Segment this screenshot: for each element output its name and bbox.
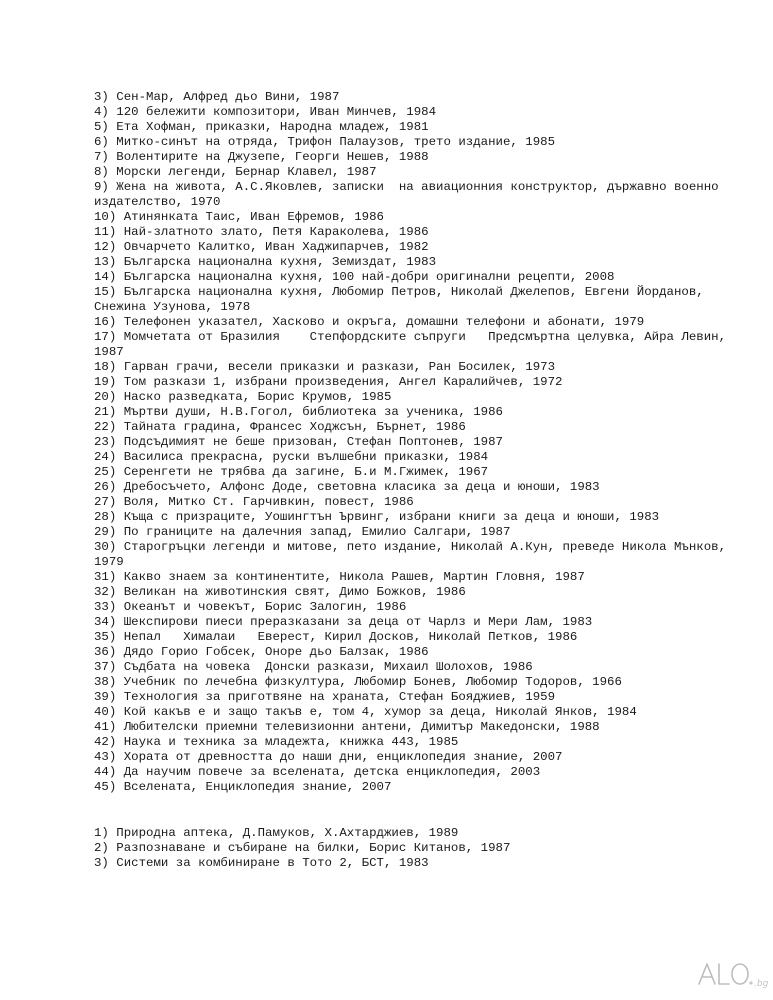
list-item: 9) Жена на живота, А.С.Яковлев, записки на авиационния конструктор, държавно военно издателство, 1970: [94, 180, 727, 209]
list-item: 4) 120 бележити композитори, Иван Минчев, 1984: [94, 105, 437, 119]
list-item: 8) Морски легенди, Бернар Клавел, 1987: [94, 165, 377, 179]
book-list: [94, 90, 734, 795]
list-item: 32) Великан на животинския свят, Димо Божков, 1986: [94, 585, 466, 599]
list-item: 12) Овчарчето Калитко, Иван Хаджипарчев, 1982: [94, 240, 429, 254]
list-item: 22) Тайната градина, Франсес Ходжсън, Бърнет, 1986: [94, 420, 466, 434]
list-item: 43) Хората от древността до наши дни, енциклопедия знание, 2007: [94, 750, 563, 764]
list-item: 26) Дребосъчето, Алфонс Доде, световна класика за деца и юноши, 1983: [94, 480, 600, 494]
list-item: 33) Океанът и човекът, Борис Залогин, 1986: [94, 600, 407, 614]
alo-bg-logo-icon: [693, 954, 769, 994]
list-item: 3) Системи за комбиниране в Тото 2, БСТ, 1983: [94, 856, 429, 870]
list-item: 20) Наско разведката, Борис Крумов, 1985: [94, 390, 392, 404]
list-item: 1) Природна аптека, Д.Памуков, Х.Ахтарджиев, 1989: [94, 826, 459, 840]
list-item: 25) Серенгети не трябва да загине, Б.и М.Гжимек, 1967: [94, 465, 489, 479]
extra-book-list: [94, 826, 734, 871]
list-item: 14) Българска национална кухня, 100 най-добри оригинални рецепти, 2008: [94, 270, 615, 284]
list-item: 42) Наука и техника за младежта, книжка 443, 1985: [94, 735, 459, 749]
list-item: 29) По границите на далечния запад, Емилио Салгари, 1987: [94, 525, 511, 539]
list-item: 41) Любителски приемни телевизионни антени, Димитър Македонски, 1988: [94, 720, 600, 734]
list-item: 44) Да научим повече за вселената, детска енциклопедия, 2003: [94, 765, 541, 779]
list-item: 37) Съдбата на човека Донски разкази, Михаил Шолохов, 1986: [94, 660, 533, 674]
list-item: 39) Технология за приготвяне на храната, Стефан Бояджиев, 1959: [94, 690, 556, 704]
list-item: 35) Непал Хималаи Еверест, Кирил Досков, Николай Петков, 1986: [94, 630, 578, 644]
section-gap: [94, 795, 734, 826]
list-item: 38) Учебник по лечебна физкултура, Любомир Бонев, Любомир Тодоров, 1966: [94, 675, 622, 689]
list-item: 31) Какво знаем за континентите, Никола Рашев, Мартин Гловня, 1987: [94, 570, 585, 584]
list-item: 45) Вселената, Енциклопедия знание, 2007: [94, 780, 392, 794]
list-item: 6) Митко-синът на отряда, Трифон Палаузов, трето издание, 1985: [94, 135, 556, 149]
list-item: 5) Ета Хофман, приказки, Народна младеж, 1981: [94, 120, 429, 134]
list-item: 19) Том разкази 1, избрани произведения, Ангел Каралийчев, 1972: [94, 375, 563, 389]
list-item: 34) Шекспирови пиеси преразказани за деца от Чарлз и Мери Лам, 1983: [94, 615, 593, 629]
list-item: 28) Къща с призраците, Уошингтън Ървинг, избрани книги за деца и юноши, 1983: [94, 510, 660, 524]
list-item: 3) Сен-Мар, Алфред дьо Вини, 1987: [94, 90, 340, 104]
list-item: 2) Разпознаване и събиране на билки, Борис Китанов, 1987: [94, 841, 511, 855]
list-item: 30) Старогръцки легенди и митове, пето издание, Николай А.Кун, преведе Никола Мънков, 1979: [94, 540, 734, 569]
list-item: 23) Подсъдимият не беше призован, Стефан Поптонев, 1987: [94, 435, 503, 449]
document-page: [94, 90, 734, 871]
watermark-logo-text: .bg: [754, 979, 769, 989]
list-item: 21) Мъртви души, Н.В.Гогол, библиотека за ученика, 1986: [94, 405, 503, 419]
list-item: 18) Гарван грачи, весели приказки и разкази, Ран Босилек, 1973: [94, 360, 556, 374]
list-item: 40) Кой какъв е и защо такъв е, том 4, хумор за деца, Николай Янков, 1984: [94, 705, 637, 719]
list-item: 16) Телефонен указател, Хасково и окръга, домашни телефони и абонати, 1979: [94, 315, 645, 329]
list-item: 27) Воля, Митко Ст. Гарчивкин, повест, 1986: [94, 495, 414, 509]
list-item: 24) Василиса прекрасна, руски вълшебни приказки, 1984: [94, 450, 489, 464]
list-item: 17) Момчетата от Бразилия Степфордските съпруги Предсмъртна целувка, Айра Левин, 1987: [94, 330, 734, 359]
list-item: 13) Българска национална кухня, Земиздат, 1983: [94, 255, 437, 269]
list-item: 10) Атинянката Таис, Иван Ефремов, 1986: [94, 210, 384, 224]
list-item: 36) Дядо Горио Гобсек, Оноре дьо Балзак, 1986: [94, 645, 429, 659]
list-item: 15) Българска национална кухня, Любомир Петров, Николай Джелепов, Евгени Йорданов, Снежина Узунова, 1978: [94, 285, 712, 314]
list-item: 7) Волентирите на Джузепе, Георги Нешев, 1988: [94, 150, 429, 164]
list-item: 11) Най-златното злато, Петя Караколева, 1986: [94, 225, 429, 239]
